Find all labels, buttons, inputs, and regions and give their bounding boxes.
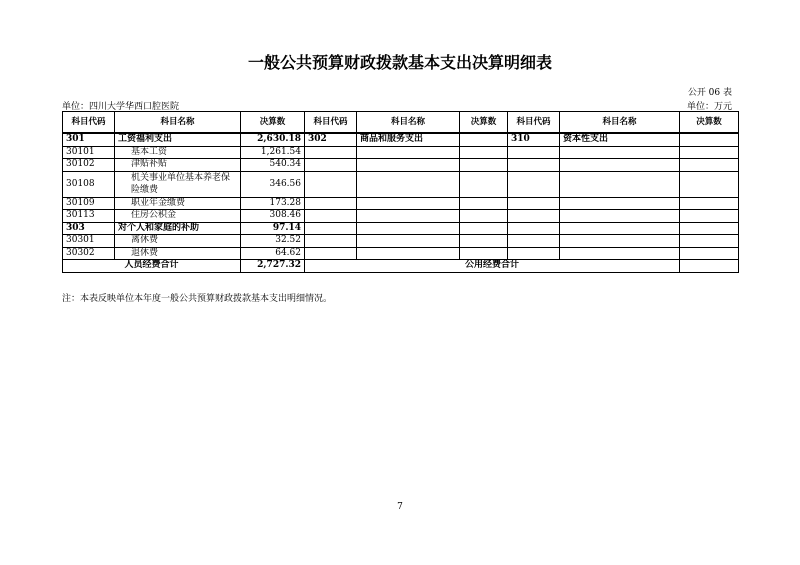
table-row (63, 133, 739, 146)
code-cell: 30301 (63, 235, 115, 248)
reporting-unit: 单位：四川大学华西口腔医院 (62, 102, 180, 112)
name-cell: 津贴补贴 (115, 159, 241, 172)
header-code: 科目代码 (63, 112, 115, 134)
totals-row (63, 260, 739, 273)
amount-cell: 32.52 (241, 235, 305, 248)
code-cell: 301 (63, 133, 115, 146)
amount-cell: 1,261.54 (241, 146, 305, 159)
amount-cell: 64.62 (241, 247, 305, 260)
table-row (63, 159, 739, 172)
name-cell: 对个人和家庭的补助 (115, 222, 241, 235)
header-code: 科目代码 (305, 112, 357, 134)
amount-cell: 173.28 (241, 197, 305, 210)
table-header (63, 112, 739, 134)
name-cell: 基本工资 (115, 146, 241, 159)
page-number: 7 (397, 502, 403, 512)
name-cell: 资本性支出 (560, 133, 680, 146)
table-row (63, 235, 739, 248)
amount-cell: 540.34 (241, 159, 305, 172)
name-cell: 机关事业单位基本养老保险缴费 (115, 171, 241, 197)
table-row (63, 210, 739, 223)
amount-cell: 97.14 (241, 222, 305, 235)
code-cell: 30109 (63, 197, 115, 210)
expenditure-table (62, 111, 739, 273)
header-code: 科目代码 (508, 112, 560, 134)
table-row (63, 171, 739, 197)
table-row (63, 247, 739, 260)
name-cell: 商品和服务支出 (357, 133, 460, 146)
code-cell: 302 (305, 133, 357, 146)
name-cell: 职业年金缴费 (115, 197, 241, 210)
code-cell: 30302 (63, 247, 115, 260)
currency-unit: 单位：万元 (686, 102, 732, 112)
code-cell: 303 (63, 222, 115, 235)
code-cell: 30102 (63, 159, 115, 172)
table-note: 注：本表反映单位本年度一般公共预算财政拨款基本支出明细情况。 (62, 294, 333, 304)
header-amount: 决算数 (460, 112, 508, 134)
header-name: 科目名称 (115, 112, 241, 134)
amount-cell (680, 133, 739, 146)
name-cell: 住房公积金 (115, 210, 241, 223)
table-row (63, 222, 739, 235)
page-title: 一般公共预算财政拨款基本支出决算明细表 (247, 53, 552, 72)
amount-cell: 308.46 (241, 210, 305, 223)
public-total-amount (680, 260, 739, 273)
header-name: 科目名称 (357, 112, 460, 134)
header-name: 科目名称 (560, 112, 680, 134)
code-cell: 30113 (63, 210, 115, 223)
name-cell: 工资福利支出 (115, 133, 241, 146)
code-cell: 310 (508, 133, 560, 146)
amount-cell: 2,630.18 (241, 133, 305, 146)
public-total-label: 公用经费合计 (305, 260, 680, 273)
amount-cell (460, 133, 508, 146)
code-cell: 30101 (63, 146, 115, 159)
code-cell: 30108 (63, 171, 115, 197)
header-amount: 决算数 (241, 112, 305, 134)
header-amount: 决算数 (680, 112, 739, 134)
name-cell: 离休费 (115, 235, 241, 248)
amount-cell: 346.56 (241, 171, 305, 197)
table-row (63, 197, 739, 210)
personnel-total-label: 人员经费合计 (63, 260, 241, 273)
name-cell: 退休费 (115, 247, 241, 260)
personnel-total-amount: 2,727.32 (241, 260, 305, 273)
form-number: 公开 06 表 (687, 88, 732, 98)
table-row (63, 146, 739, 159)
